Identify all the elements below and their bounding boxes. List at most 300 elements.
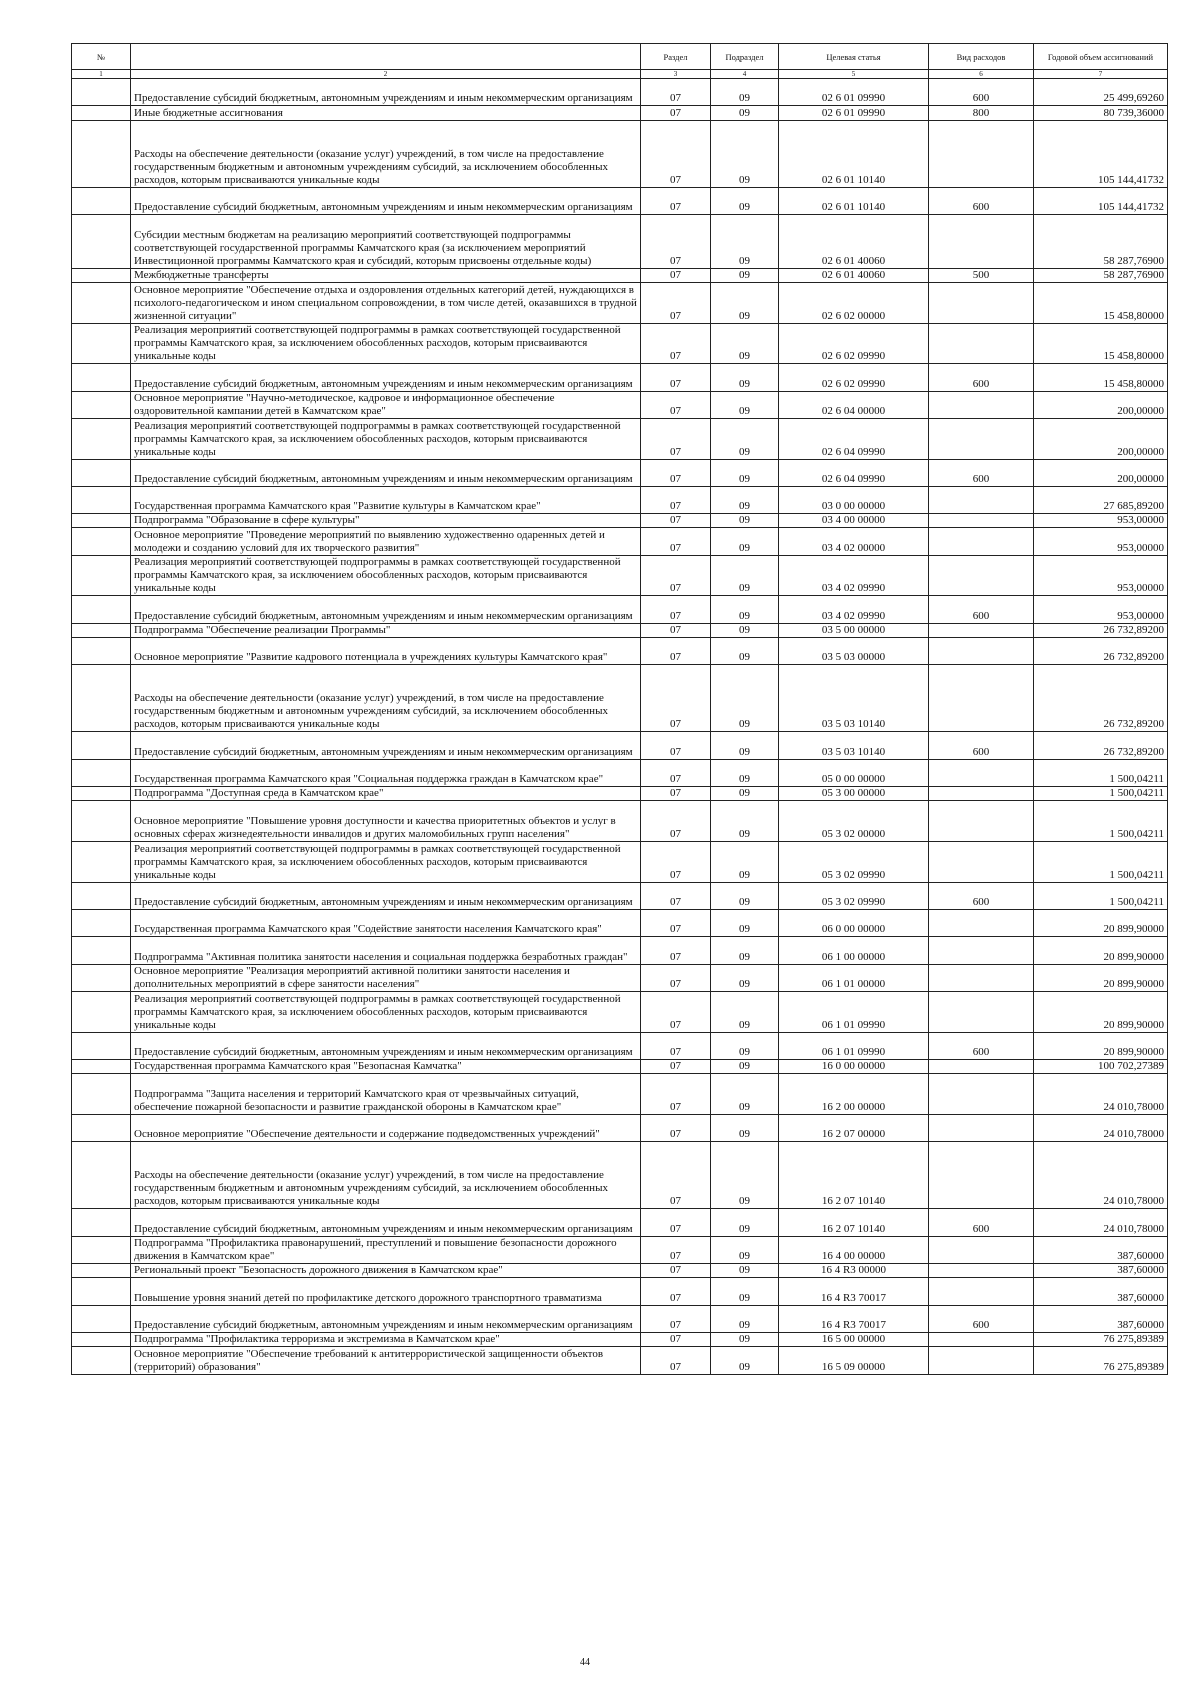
row-razdel-cell: 07 [641,1074,711,1115]
row-sum-cell: 26 732,89200 [1034,732,1168,759]
table-body [72,79,1168,1375]
row-name-cell: Межбюджетные трансферты [131,268,641,282]
row-sum-cell: 24 010,78000 [1034,1142,1168,1209]
row-name-cell: Реализация мероприятий соответствующей подпрограммы в рамках соответствующей государственной программы Камчатского края, за исключением обособленных расходов, которым присваиваются уникальные коды [131,842,641,883]
row-name-cell: Повышение уровня знаний детей по профилактике детского дорожного транспортного травматизма [131,1278,641,1305]
row-sum-cell: 387,60000 [1034,1236,1168,1263]
row-razdel-cell: 07 [641,937,711,964]
row-razdel-cell: 07 [641,842,711,883]
row-vr-cell: 600 [929,732,1034,759]
table-row [72,787,1168,801]
row-vr-cell [929,1347,1034,1374]
row-sum-cell: 24 010,78000 [1034,1074,1168,1115]
row-number-cell [72,1305,131,1332]
row-sum-cell: 200,00000 [1034,459,1168,486]
row-vr-cell [929,214,1034,268]
row-number-cell [72,187,131,214]
row-razdel-cell: 07 [641,732,711,759]
row-vr-cell [929,623,1034,637]
row-number-cell [72,732,131,759]
row-csr-cell: 06 1 01 09990 [779,992,929,1033]
row-csr-cell: 06 1 00 00000 [779,937,929,964]
row-razdel-cell: 07 [641,79,711,106]
row-name-cell: Предоставление субсидий бюджетным, автономным учреждениям и иным некоммерческим организациям [131,364,641,391]
row-razdel-cell: 07 [641,555,711,596]
row-podrazdel-cell: 09 [711,555,779,596]
row-name-cell: Реализация мероприятий соответствующей подпрограммы в рамках соответствующей государственной программы Камчатского края, за исключением обособленных расходов, которым присваиваются уникальные коды [131,323,641,364]
table-row [72,1114,1168,1141]
row-csr-cell: 06 1 01 00000 [779,964,929,991]
row-csr-cell: 03 5 00 00000 [779,623,929,637]
row-name-cell: Государственная программа Камчатского края "Безопасная Камчатка" [131,1060,641,1074]
row-razdel-cell: 07 [641,1347,711,1374]
table-row [72,1209,1168,1236]
row-number-cell [72,992,131,1033]
row-podrazdel-cell: 09 [711,665,779,732]
row-razdel-cell: 07 [641,1142,711,1209]
table-row [72,732,1168,759]
row-vr-cell [929,418,1034,459]
row-vr-cell [929,391,1034,418]
row-name-cell: Подпрограмма "Профилактика правонарушений, преступлений и повышение безопасности дорожного движения в Камчатском крае" [131,1236,641,1263]
row-vr-cell [929,992,1034,1033]
header-vr: Вид расходов [929,44,1034,70]
row-number-cell [72,759,131,786]
column-number: 7 [1034,70,1168,79]
table-row [72,514,1168,528]
row-vr-cell [929,787,1034,801]
row-csr-cell: 05 0 00 00000 [779,759,929,786]
row-number-cell [72,1142,131,1209]
row-podrazdel-cell: 09 [711,882,779,909]
row-razdel-cell: 07 [641,1209,711,1236]
row-name-cell: Предоставление субсидий бюджетным, автономным учреждениям и иным некоммерческим организациям [131,79,641,106]
row-podrazdel-cell: 09 [711,459,779,486]
row-name-cell: Реализация мероприятий соответствующей подпрограммы в рамках соответствующей государственной программы Камчатского края, за исключением обособленных расходов, которым присваиваются уникальные коды [131,992,641,1033]
row-razdel-cell: 07 [641,909,711,936]
row-razdel-cell: 07 [641,1333,711,1347]
row-name-cell: Подпрограмма "Доступная среда в Камчатском крае" [131,787,641,801]
row-podrazdel-cell: 09 [711,187,779,214]
row-podrazdel-cell: 09 [711,1347,779,1374]
row-csr-cell: 03 4 02 09990 [779,596,929,623]
row-razdel-cell: 07 [641,268,711,282]
row-number-cell [72,1347,131,1374]
row-sum-cell: 58 287,76900 [1034,214,1168,268]
row-podrazdel-cell: 09 [711,1142,779,1209]
budget-table [71,43,1168,1375]
header-razdel: Раздел [641,44,711,70]
row-csr-cell: 03 4 02 09990 [779,555,929,596]
table-row [72,759,1168,786]
header-csr: Целевая статья [779,44,929,70]
row-number-cell [72,459,131,486]
row-number-cell [72,79,131,106]
row-csr-cell: 03 4 02 00000 [779,528,929,555]
header-podrazdel: Подраздел [711,44,779,70]
column-number: 3 [641,70,711,79]
table-row [72,1074,1168,1115]
row-vr-cell [929,1142,1034,1209]
row-number-cell [72,528,131,555]
row-name-cell: Субсидии местным бюджетам на реализацию мероприятий соответствующей подпрограммы соответствующей государственной программы Камчатского края (за исключением мероприятий Инвестиционной программы Камчатского края и субсидий, которым присвоены отдельные коды) [131,214,641,268]
row-number-cell [72,801,131,842]
row-podrazdel-cell: 09 [711,1236,779,1263]
row-vr-cell: 600 [929,596,1034,623]
row-csr-cell: 05 3 02 09990 [779,842,929,883]
table-row [72,528,1168,555]
table-row [72,106,1168,120]
row-name-cell: Основное мероприятие "Обеспечение требований к антитеррористической защищенности объектов (территорий) образования" [131,1347,641,1374]
row-name-cell: Основное мероприятие "Развитие кадрового потенциала в учреждениях культуры Камчатского края" [131,638,641,665]
table-row [72,214,1168,268]
row-vr-cell [929,1060,1034,1074]
row-name-cell: Подпрограмма "Активная политика занятости населения и социальная поддержка безработных граждан" [131,937,641,964]
row-vr-cell [929,638,1034,665]
row-vr-cell: 600 [929,79,1034,106]
row-name-cell: Реализация мероприятий соответствующей подпрограммы в рамках соответствующей государственной программы Камчатского края, за исключением обособленных расходов, которым присваиваются уникальные коды [131,418,641,459]
row-vr-cell [929,801,1034,842]
row-csr-cell: 02 6 01 09990 [779,106,929,120]
row-podrazdel-cell: 09 [711,1278,779,1305]
column-number: 4 [711,70,779,79]
table-row [72,937,1168,964]
row-number-cell [72,364,131,391]
row-podrazdel-cell: 09 [711,1060,779,1074]
row-razdel-cell: 07 [641,323,711,364]
row-razdel-cell: 07 [641,1264,711,1278]
row-name-cell: Предоставление субсидий бюджетным, автономным учреждениям и иным некоммерческим организациям [131,732,641,759]
row-razdel-cell: 07 [641,1305,711,1332]
row-number-cell [72,1209,131,1236]
row-name-cell: Подпрограмма "Профилактика терроризма и экстремизма в Камчатском крае" [131,1333,641,1347]
row-sum-cell: 27 685,89200 [1034,486,1168,513]
table-row [72,842,1168,883]
table-row [72,418,1168,459]
row-razdel-cell: 07 [641,106,711,120]
row-number-cell [72,1333,131,1347]
table-row [72,79,1168,106]
row-sum-cell: 1 500,04211 [1034,801,1168,842]
row-sum-cell: 20 899,90000 [1034,1032,1168,1059]
row-csr-cell: 06 1 01 09990 [779,1032,929,1059]
row-number-cell [72,1236,131,1263]
row-podrazdel-cell: 09 [711,120,779,187]
row-razdel-cell: 07 [641,882,711,909]
row-sum-cell: 15 458,80000 [1034,282,1168,323]
row-sum-cell: 105 144,41732 [1034,187,1168,214]
table-row [72,1060,1168,1074]
table-row [72,638,1168,665]
row-sum-cell: 200,00000 [1034,391,1168,418]
row-vr-cell [929,1264,1034,1278]
row-number-cell [72,514,131,528]
row-csr-cell: 16 5 09 00000 [779,1347,929,1374]
row-razdel-cell: 07 [641,665,711,732]
row-sum-cell: 387,60000 [1034,1278,1168,1305]
row-razdel-cell: 07 [641,418,711,459]
row-number-cell [72,842,131,883]
row-csr-cell: 16 4 R3 70017 [779,1305,929,1332]
row-sum-cell: 953,00000 [1034,514,1168,528]
header-sum: Годовой объем ассигнований [1034,44,1168,70]
row-name-cell: Подпрограмма "Образование в сфере культуры" [131,514,641,528]
row-number-cell [72,418,131,459]
row-csr-cell: 02 6 01 40060 [779,214,929,268]
row-csr-cell: 16 2 00 00000 [779,1074,929,1115]
row-name-cell: Предоставление субсидий бюджетным, автономным учреждениям и иным некоммерческим организациям [131,882,641,909]
row-podrazdel-cell: 09 [711,418,779,459]
row-number-cell [72,909,131,936]
row-name-cell: Государственная программа Камчатского края "Социальная поддержка граждан в Камчатском крае" [131,759,641,786]
row-sum-cell: 26 732,89200 [1034,638,1168,665]
row-podrazdel-cell: 09 [711,323,779,364]
row-number-cell [72,120,131,187]
table-row [72,1142,1168,1209]
row-vr-cell [929,486,1034,513]
row-razdel-cell: 07 [641,1032,711,1059]
table-row [72,1032,1168,1059]
row-number-cell [72,268,131,282]
table-header [72,44,1168,79]
row-podrazdel-cell: 09 [711,391,779,418]
row-number-cell [72,937,131,964]
row-csr-cell: 05 3 00 00000 [779,787,929,801]
row-podrazdel-cell: 09 [711,1305,779,1332]
row-podrazdel-cell: 09 [711,1032,779,1059]
row-number-cell [72,391,131,418]
row-name-cell: Предоставление субсидий бюджетным, автономным учреждениям и иным некоммерческим организациям [131,596,641,623]
row-razdel-cell: 07 [641,391,711,418]
row-csr-cell: 02 6 01 10140 [779,187,929,214]
row-csr-cell: 16 2 07 00000 [779,1114,929,1141]
row-podrazdel-cell: 09 [711,528,779,555]
row-sum-cell: 20 899,90000 [1034,964,1168,991]
row-name-text: Расходы на обеспечение деятельности (оказание услуг) учреждений, в том числе на предоставление государственным бюджетным и автономным учреждениям субсидий, за исключением обособленных расходов, которым присваиваются уникальные коды [134,1169,608,1208]
table-row [72,1333,1168,1347]
row-sum-cell: 76 275,89389 [1034,1333,1168,1347]
row-razdel-cell: 07 [641,801,711,842]
row-number-cell [72,323,131,364]
page-number: 44 [580,1657,590,1668]
row-podrazdel-cell: 09 [711,964,779,991]
row-name-cell: Подпрограмма "Обеспечение реализации Программы" [131,623,641,637]
row-podrazdel-cell: 09 [711,282,779,323]
row-razdel-cell: 07 [641,1060,711,1074]
row-sum-cell: 105 144,41732 [1034,120,1168,187]
row-razdel-cell: 07 [641,1114,711,1141]
row-sum-cell: 1 500,04211 [1034,882,1168,909]
row-razdel-cell: 07 [641,1278,711,1305]
row-sum-cell: 20 899,90000 [1034,992,1168,1033]
row-csr-cell: 16 5 00 00000 [779,1333,929,1347]
row-podrazdel-cell: 09 [711,1074,779,1115]
row-vr-cell: 600 [929,1032,1034,1059]
row-number-cell [72,638,131,665]
row-csr-cell: 16 2 07 10140 [779,1142,929,1209]
row-number-cell [72,623,131,637]
row-sum-cell: 1 500,04211 [1034,759,1168,786]
row-name-cell: Предоставление субсидий бюджетным, автономным учреждениям и иным некоммерческим организациям [131,1032,641,1059]
row-number-cell [72,1032,131,1059]
row-number-cell [72,882,131,909]
row-csr-cell: 05 3 02 00000 [779,801,929,842]
row-sum-cell: 100 702,27389 [1034,1060,1168,1074]
row-csr-cell: 02 6 01 10140 [779,120,929,187]
column-number-row [72,70,1168,79]
row-sum-cell: 200,00000 [1034,418,1168,459]
row-name-cell: Предоставление субсидий бюджетным, автономным учреждениям и иным некоммерческим организациям [131,1209,641,1236]
row-vr-cell [929,937,1034,964]
header-num: № [72,44,131,70]
column-number: 1 [72,70,131,79]
row-podrazdel-cell: 09 [711,596,779,623]
column-number: 5 [779,70,929,79]
row-vr-cell [929,323,1034,364]
table-row [72,187,1168,214]
row-podrazdel-cell: 09 [711,1209,779,1236]
row-name-cell [131,120,641,187]
row-name-cell: Предоставление субсидий бюджетным, автономным учреждениям и иным некоммерческим организациям [131,187,641,214]
row-vr-cell [929,759,1034,786]
row-name-cell [131,1142,641,1209]
row-razdel-cell: 07 [641,623,711,637]
row-vr-cell [929,555,1034,596]
row-number-cell [72,1060,131,1074]
row-number-cell [72,486,131,513]
row-name-cell: Реализация мероприятий соответствующей подпрограммы в рамках соответствующей государственной программы Камчатского края, за исключением обособленных расходов, которым присваиваются уникальные коды [131,555,641,596]
row-podrazdel-cell: 09 [711,787,779,801]
row-vr-cell [929,665,1034,732]
table-row [72,801,1168,842]
table-row [72,459,1168,486]
row-csr-cell: 02 6 01 40060 [779,268,929,282]
row-razdel-cell: 07 [641,1236,711,1263]
table-row [72,486,1168,513]
row-name-cell: Иные бюджетные ассигнования [131,106,641,120]
column-number: 2 [131,70,641,79]
row-sum-cell: 15 458,80000 [1034,364,1168,391]
row-sum-cell: 58 287,76900 [1034,268,1168,282]
row-razdel-cell: 07 [641,759,711,786]
table-row [72,623,1168,637]
row-name-cell: Предоставление субсидий бюджетным, автономным учреждениям и иным некоммерческим организациям [131,459,641,486]
row-name-cell: Основное мероприятие "Проведение мероприятий по выявлению художественно одаренных детей и молодежи и созданию условий для их творческого развития" [131,528,641,555]
table-row [72,992,1168,1033]
row-number-cell [72,214,131,268]
table-row [72,391,1168,418]
table-row [72,1305,1168,1332]
row-vr-cell [929,842,1034,883]
table-row [72,1236,1168,1263]
row-vr-cell [929,120,1034,187]
row-vr-cell [929,1114,1034,1141]
row-sum-cell: 15 458,80000 [1034,323,1168,364]
row-sum-cell: 25 499,69260 [1034,79,1168,106]
row-csr-cell: 06 0 00 00000 [779,909,929,936]
row-vr-cell: 800 [929,106,1034,120]
row-csr-cell: 03 5 03 00000 [779,638,929,665]
row-csr-cell: 03 0 00 00000 [779,486,929,513]
row-podrazdel-cell: 09 [711,992,779,1033]
row-vr-cell [929,1074,1034,1115]
row-csr-cell: 16 2 07 10140 [779,1209,929,1236]
row-razdel-cell: 07 [641,787,711,801]
row-name-cell: Государственная программа Камчатского края "Содействие занятости населения Камчатского края" [131,909,641,936]
row-podrazdel-cell: 09 [711,801,779,842]
row-csr-cell: 02 6 04 00000 [779,391,929,418]
row-podrazdel-cell: 09 [711,514,779,528]
row-podrazdel-cell: 09 [711,909,779,936]
row-csr-cell: 16 0 00 00000 [779,1060,929,1074]
row-podrazdel-cell: 09 [711,759,779,786]
row-podrazdel-cell: 09 [711,937,779,964]
row-vr-cell: 600 [929,187,1034,214]
table-row [72,555,1168,596]
row-razdel-cell: 07 [641,120,711,187]
row-sum-cell: 953,00000 [1034,596,1168,623]
row-podrazdel-cell: 09 [711,623,779,637]
row-number-cell [72,787,131,801]
table-row [72,1347,1168,1374]
row-vr-cell [929,514,1034,528]
row-number-cell [72,1278,131,1305]
header-row [72,44,1168,70]
row-csr-cell: 02 6 04 09990 [779,459,929,486]
blank-line [134,1156,637,1169]
row-name-cell: Подпрограмма "Защита населения и территорий Камчатского края от чрезвычайных ситуаций, обеспечение пожарной безопасности и развитие гражданской обороны в Камчатском крае" [131,1074,641,1115]
row-razdel-cell: 07 [641,214,711,268]
row-name-text: Расходы на обеспечение деятельности (оказание услуг) учреждений, в том числе на предоставление государственным бюджетным и автономным учреждениям субсидий, за исключением обособленных расходов, которым присваиваются уникальные коды [134,147,608,186]
row-sum-cell: 26 732,89200 [1034,665,1168,732]
row-csr-cell: 02 6 04 09990 [779,418,929,459]
row-razdel-cell: 07 [641,992,711,1033]
row-number-cell [72,1074,131,1115]
row-name-cell: Основное мероприятие "Обеспечение отдыха и оздоровления отдельных категорий детей, нуждающихся в психолого-педагогическом и ином специальном сопровождении, в том числе детей, оказавшихся в трудной жизненной ситуации" [131,282,641,323]
table-row [72,282,1168,323]
row-sum-cell: 20 899,90000 [1034,909,1168,936]
row-razdel-cell: 07 [641,638,711,665]
row-razdel-cell: 07 [641,514,711,528]
row-podrazdel-cell: 09 [711,1114,779,1141]
row-vr-cell [929,1236,1034,1263]
row-razdel-cell: 07 [641,364,711,391]
table-row [72,120,1168,187]
row-vr-cell [929,1333,1034,1347]
row-csr-cell: 03 5 03 10140 [779,665,929,732]
row-vr-cell: 600 [929,459,1034,486]
row-sum-cell: 953,00000 [1034,555,1168,596]
row-csr-cell: 16 4 00 00000 [779,1236,929,1263]
blank-line [134,135,637,148]
row-name-cell [131,665,641,732]
row-razdel-cell: 07 [641,596,711,623]
row-csr-cell: 05 3 02 09990 [779,882,929,909]
row-podrazdel-cell: 09 [711,106,779,120]
row-vr-cell: 600 [929,1305,1034,1332]
row-sum-cell: 387,60000 [1034,1305,1168,1332]
row-csr-cell: 03 5 03 10140 [779,732,929,759]
row-podrazdel-cell: 09 [711,79,779,106]
row-vr-cell: 600 [929,882,1034,909]
row-razdel-cell: 07 [641,187,711,214]
row-podrazdel-cell: 09 [711,1333,779,1347]
row-sum-cell: 1 500,04211 [1034,842,1168,883]
row-number-cell [72,282,131,323]
table-row [72,596,1168,623]
row-name-cell: Предоставление субсидий бюджетным, автономным учреждениям и иным некоммерческим организациям [131,1305,641,1332]
row-csr-cell: 16 4 R3 00000 [779,1264,929,1278]
